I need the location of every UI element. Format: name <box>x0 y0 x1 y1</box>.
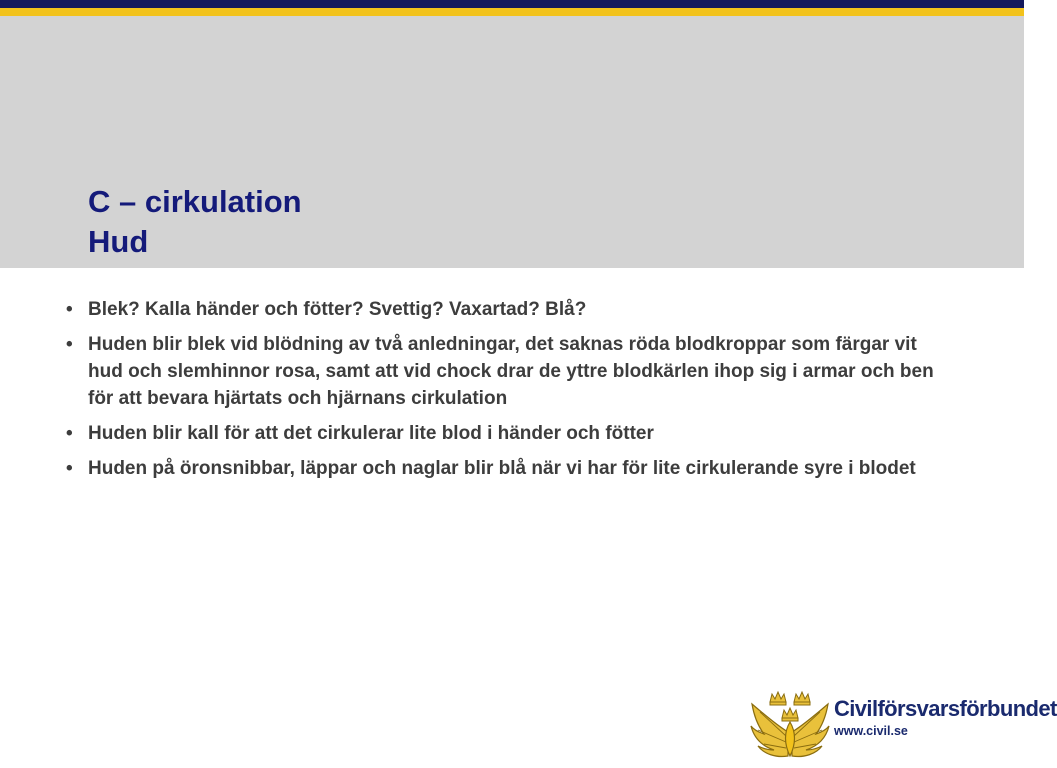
bullet-text: Huden blir blek vid blödning av två anledningar, det saknas röda blodkroppar som färgar vit hud och slemhinnor rosa, samt att vid chock drar de yttre blodkärlen ihop sig i armar och ben för att bevara hjärtats och hjärnans cirkulation <box>88 334 934 409</box>
slide-title-line-1: C – cirkulation <box>88 184 302 219</box>
bullet-dot: • <box>66 458 73 479</box>
bullet-item <box>66 420 946 447</box>
bullet-list <box>66 296 946 490</box>
bullet-dot: • <box>66 423 73 444</box>
bullet-text: Huden blir kall för att det cirkulerar lite blod i händer och fötter <box>88 423 654 444</box>
bullet-item <box>66 455 946 482</box>
top-stripe-gold <box>0 8 1024 16</box>
bullet-text: Blek? Kalla händer och fötter? Svettig? Vaxartad? Blå? <box>88 299 587 320</box>
civilforsvarsforbundet-logo <box>748 686 1057 762</box>
logo-name: Civilförsvarsförbundet <box>834 696 1057 721</box>
bullet-dot: • <box>66 299 73 320</box>
logo-url: www.civil.se <box>834 724 908 738</box>
three-crowns-winged-emblem-icon <box>748 686 832 762</box>
bullet-item <box>66 296 946 323</box>
bullet-item <box>66 331 946 412</box>
slide-title <box>88 182 302 262</box>
top-stripe-navy <box>0 0 1024 8</box>
bullet-dot: • <box>66 334 73 355</box>
slide-title-line-2: Hud <box>88 224 149 259</box>
bullet-text: Huden på öronsnibbar, läppar och naglar blir blå när vi har för lite cirkulerande syre i blodet <box>88 458 916 479</box>
